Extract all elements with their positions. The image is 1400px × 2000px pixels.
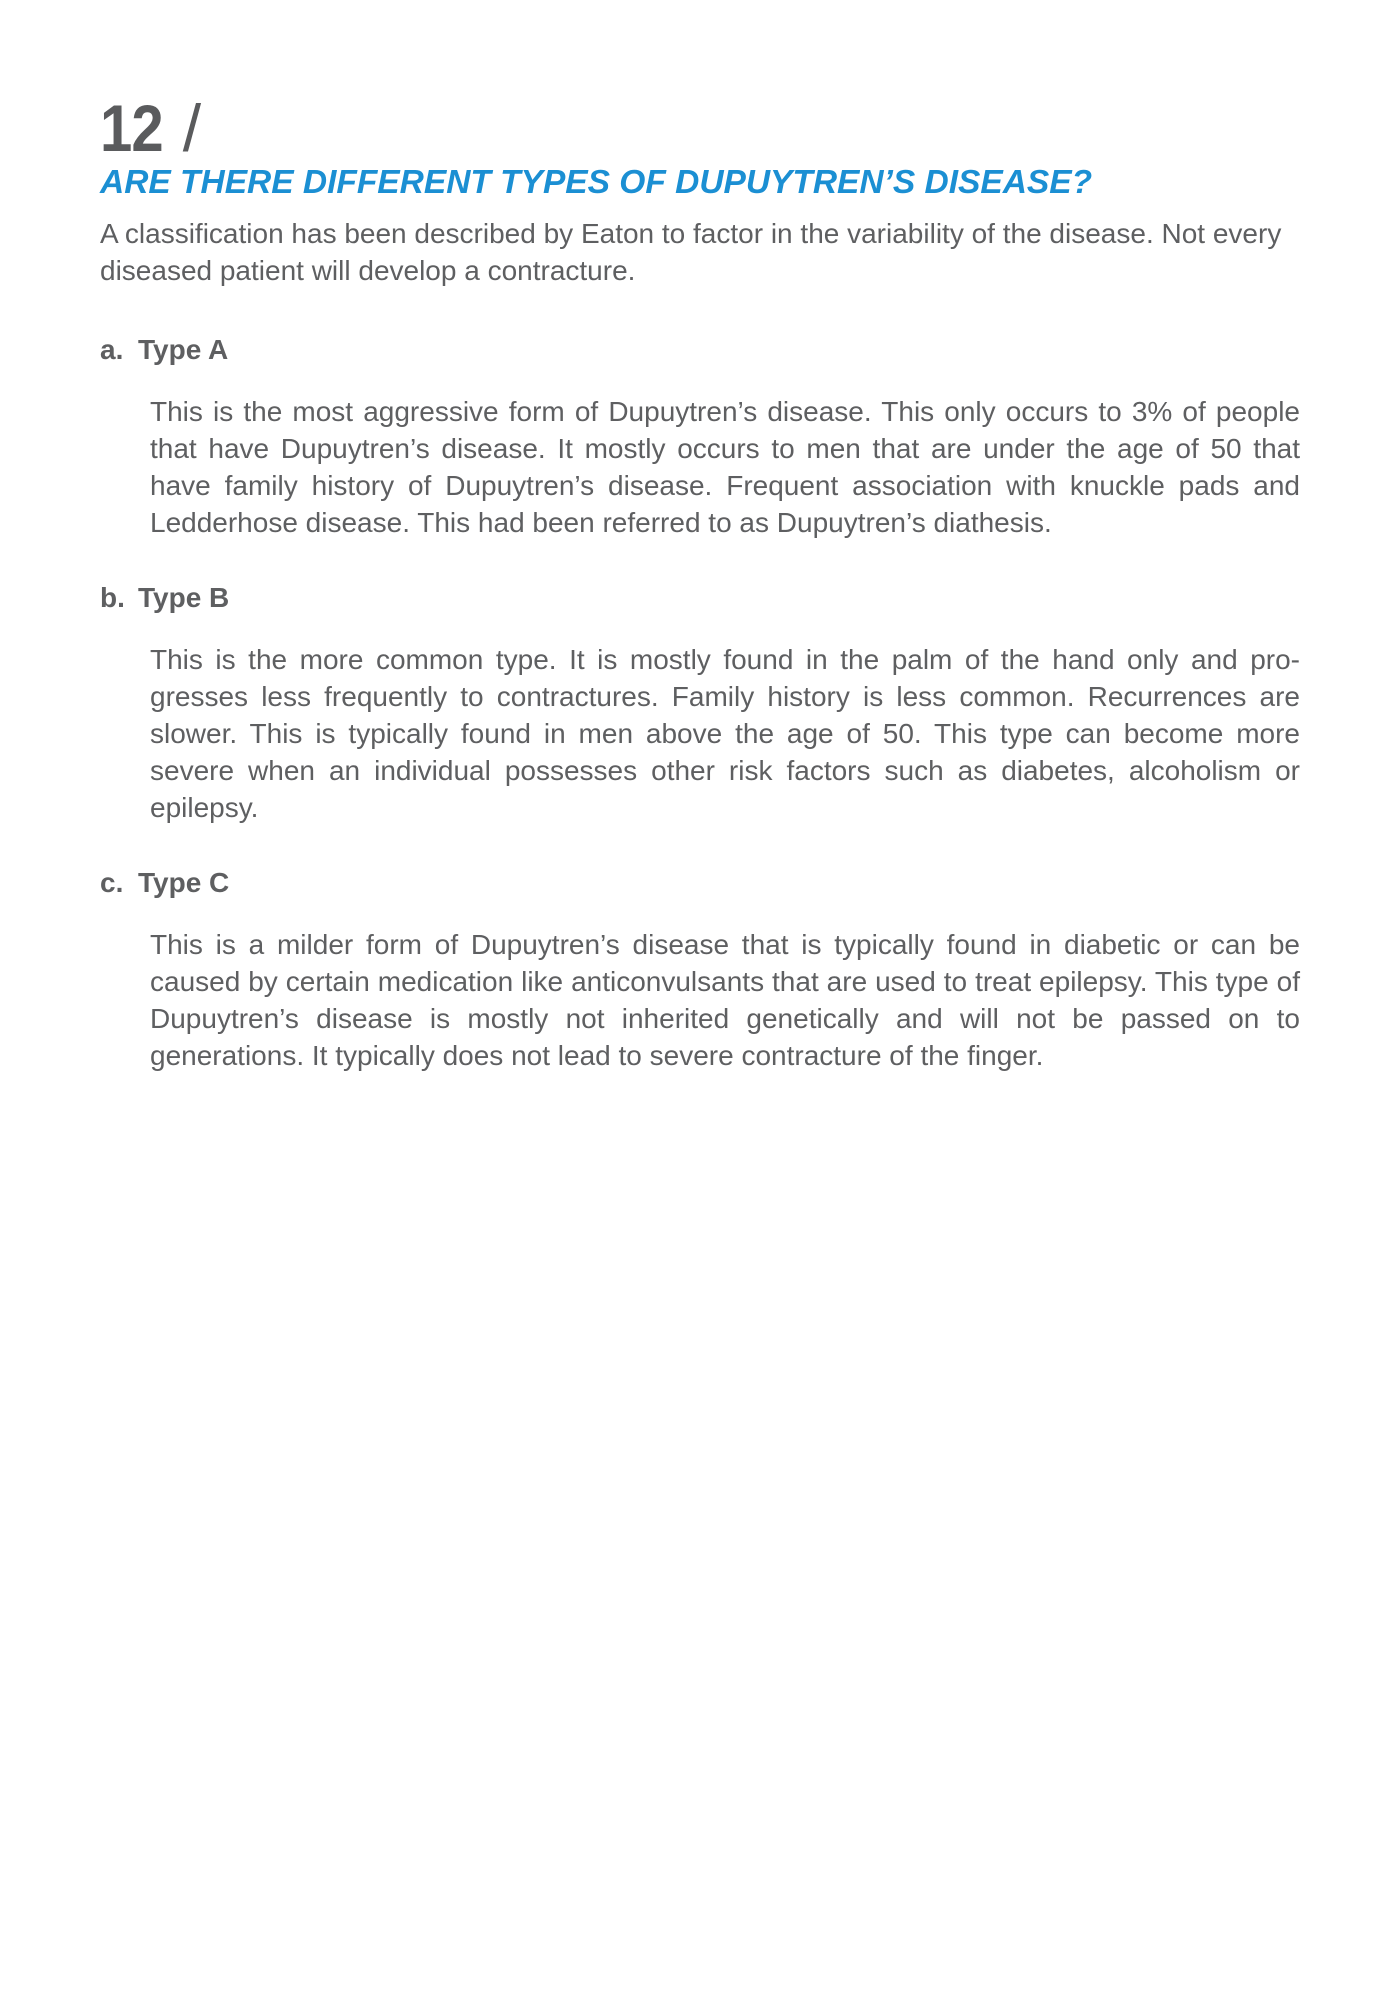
section-number: [100, 91, 1300, 165]
type-b-section: [100, 581, 1300, 826]
type-c-section: [100, 866, 1300, 1074]
type-c-description: This is a milder form of Dupuytren’s disease that is typically found in diabetic or can be caused by certain medication like anticonvulsants that are used to treat epilepsy. This type of Dupuytren’s disease is mostly not inherited genetically and will not be passed on to generations. It typically does not lead to severe contracture of the finger.: [150, 929, 1300, 1072]
document-page: [100, 91, 1300, 1074]
type-b-description: This is the more common type. It is mostly found in the palm of the hand only and progresses less frequently to contractures. Family history is less common. Recurrences are slower. This is typically found in men above the age of 50. This type can become more severe when an individual possesses other risk factors such as diabetes, alcoholism or epilepsy.: [150, 644, 1300, 824]
section-title: ARE THERE DIFFERENT TYPES OF DUPUYTREN’S DISEASE?: [100, 164, 1093, 201]
type-b-letter: b.: [100, 582, 125, 614]
type-c-label: Type C: [138, 867, 230, 899]
type-c-letter: c.: [100, 867, 124, 899]
intro-paragraph: A classification has been described by Eaton to factor in the variability of the disease. Not every diseased patient will develop a contracture.: [100, 218, 1282, 287]
type-c-heading: [100, 866, 1300, 900]
section-number-value: 12: [100, 91, 163, 165]
type-a-section: [100, 333, 1300, 541]
type-b-label: Type B: [138, 582, 230, 614]
type-a-description: This is the most aggressive form of Dupuytren’s disease. This only occurs to 3% of people that have Dupuytren’s disease. It mostly occurs to men that are under the age of 50 that have family history of Dupuytren’s disease. Frequent association with knuckle pads and Ledderhose disease. This had been referred to as Dupuytren’s diathesis.: [150, 396, 1300, 539]
type-b-heading: [100, 581, 1300, 615]
type-a-letter: a.: [100, 334, 124, 366]
section-slash: /: [182, 91, 201, 165]
type-a-heading: [100, 333, 1300, 367]
type-a-label: Type A: [138, 334, 229, 366]
